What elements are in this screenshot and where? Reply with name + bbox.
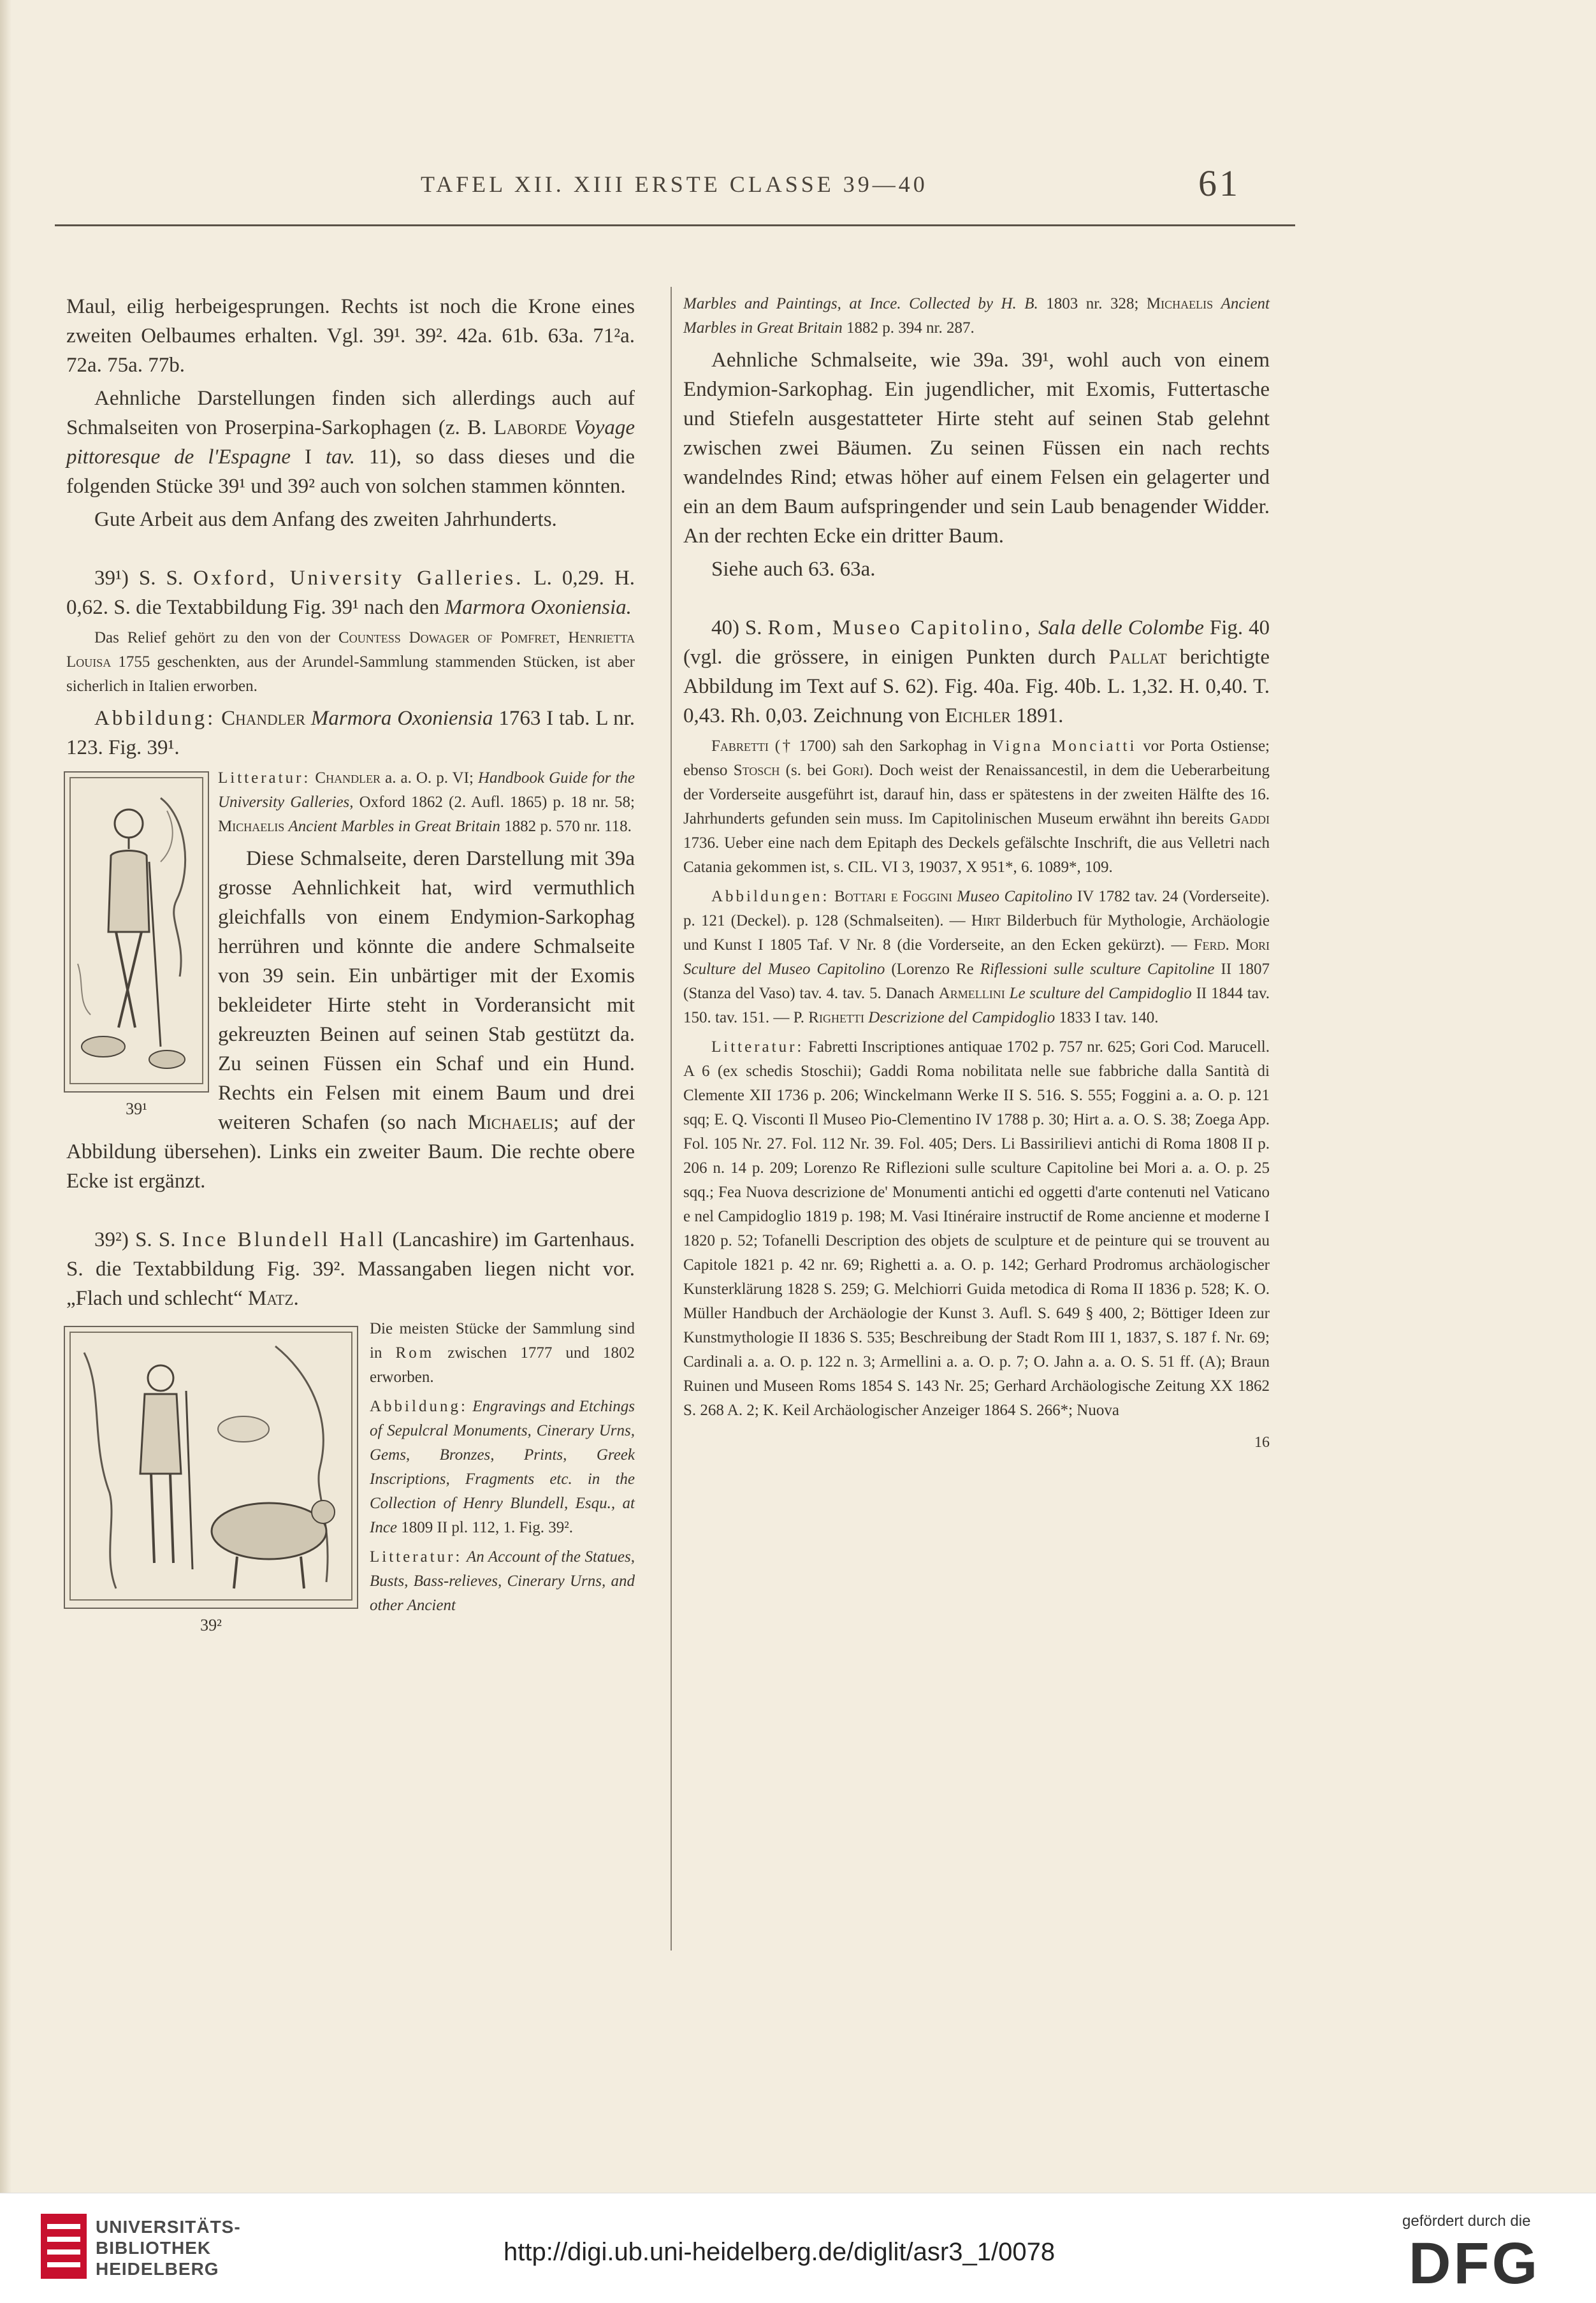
column-divider [671,287,672,1951]
paragraph: Aehnliche Schmalseite, wie 39a. 39¹, wohl auch von einem Endymion-Sarkophag. Ein jugendlicher, mit Exomis, Futtertasche und Stiefeln ausgestatteter Hirte steht auf seinen Stab gelehnt zwischen zwei Bäumen. Zu seinen Füssen ein nach rechts wandelndes Rind; etwas höher auf einem Felsen ein gelagerter und ein an dem Baum aufspringender und sein Laub benagender Widder. An der rechten Ecke ein dritter Baum. [683,349,1270,548]
running-head: TAFEL XII. XIII ERSTE CLASSE 39—40 [421,171,928,197]
provenance-note: Das Relief gehört zu den von der Countess Dowager of Pomfret, Henrietta Louisa 1755 geschenkten, aus der Arundel-Sammlung stammenden Stücken, ist aber sicherlich in Italien erworben. [66,629,635,695]
illustration-references: Abbildungen: Bottari e Foggini Museo Capitolino IV 1782 tav. 24 (Vorderseite). p. 121 (Deckel). p. 128 (Schmalseiten). — Hirt Bilderbuch für Mythologie, Archäologie und Kunst I 1805 Taf. V Nr. 8 (die Vorderseite, an den Ecken gekürzt). — Ferd. Mori Sculture del Museo Capitolino (Lorenzo Re Riflessioni sulle sculture Capitoline II 1807 (Stanza del Vaso) tav. 4. tav. 5. Danach Armellini Le sculture del Campidoglio II 1844 tav. 150. tav. 151. — P. Righetti Descrizione del Campidoglio 1833 I tav. 140. [683,888,1270,1026]
library-name: UNIVERSITÄTS- BIBLIOTHEK HEIDELBERG [96,2217,241,2279]
signature-mark: 16 [1254,1434,1270,1451]
paragraph: Gute Arbeit aus dem Anfang des zweiten Jahrhunderts. [94,508,557,531]
right-column [683,292,1270,1457]
entry-heading-39-2: 39²) S. S. Ince Blundell Hall (Lancashire) im Gartenhaus. S. die Textabbildung Fig. 39². Massangaben liegen nicht vor. „Flach und schlecht“ Matz. [66,1228,635,1310]
provenance-note: Fabretti († 1700) sah den Sarkophag in Vigna Monciatti vor Porta Ostiense; ebenso Stosch (s. bei Gori). Doch weist der Renaissancestil, in dem die Ueberarbeitung der Vorderseite ausgeführt ist, darauf hin, dass er spätestens in der zweiten Hälfte des 16. Jahrhunderts gefunden sein muss. Im Capitolinischen Museum erwähnt ihn bereits Gaddi 1736. Ueber eine nach dem Epitaph des Deckels gefälschte Inschrift, die aus Velletri nach Catania gekommen ist, s. CIL. VI 3, 19037, X 951*, 6. 1089*, 109. [683,737,1270,876]
digitization-footer [0,2193,1596,2303]
dfg-logo: DFG [1409,2231,1541,2296]
literature: Litteratur: Fabretti Inscriptiones antiquae 1702 p. 757 nr. 625; Gori Cod. Marucell. A 6 (ex schedis Stoschii); Gaddi Roma nobilitata nelle sue fabbriche dalla Santità di Clemente XII 1736 p. 206; Winckelmann Werke II S. 516. S. 555; Foggini a. a. O. p. 121 sqq; E. Q. Visconti Il Museo Pio-Clementino IV 1788 p. 30; Hirt a. a. O. S. 38; Zoega App. Fol. 105 Nr. 27. Fol. 112 Nr. 39. Fol. 405; Ders. Li Bassirilievi antichi di Roma 1808 II p. 206 n. 14 p. 209; Lorenzo Re Riflezioni sulle sculture Capitoline bei Mori a. a. O. p. 25 sqq.; Fea Nuova descrizione de' Monumenti antichi ed oggetti d'arte contenuti nel Vaticano e nel Campidoglio 1819 p. 198; M. Vasi Itinéraire instructif de Rome ancienne et moderne I 1820 p. 52; Tofanelli Description des objets de sculpture et de peinture qui se trouvent au Capitole 1821 p. 42 nr. 69; Righetti a. a. O. p. 142; Gerhard Prodromus archäologischer Kunsterklärung 1828 S. 259; G. Melchiorri Guida metodica di Roma II 1836 p. 528; K. O. Müller Handbuch der Archäologie der Kunst 3. Aufl. S. 649 § 400, 2; Böttiger Ideen zur Kunstmythologie II 1836 S. 535; Beschreibung der Stadt Rom III 1, 1837, S. 187 f. Nr. 69; Cardinali a. a. O. p. 122 n. 3; Armellini a. a. O. p. 7; O. Jahn a. a. O. S. 51 ff. (A); Braun Ruinen und Museen Roms 1854 S. 143 Nr. 25; Gerhard Archäologische Zeitung XX 1862 S. 268 A. 2; K. Keil Archäologischer Anzeiger 1864 S. 266*; Nuova [683,1038,1270,1419]
literature-continued: Marbles and Paintings, at Ince. Collected by H. B. 1803 nr. 328; Michaelis Ancient Marbles in Great Britain 1882 p. 394 nr. 287. [683,295,1270,337]
paragraph: Siehe auch 63. 63a. [711,558,876,581]
funding-label: gefördert durch die [1402,2212,1531,2230]
relief-bull-icon [65,1327,357,1605]
permalink-url[interactable]: http://digi.ub.uni-heidelberg.de/diglit/asr3_1/0078 [504,2238,1056,2266]
provenance-note: Die meisten Stücke der Sammlung sind in Rom zwischen 1777 und 1802 erworben. [370,1320,635,1386]
figure-39-2 [64,1326,358,1638]
figure-caption: 39² [200,1616,222,1634]
illustration-reference: Abbildung: Chandler Marmora Oxoniensia 1763 I tab. L nr. 123. Fig. 39¹. [66,707,635,759]
relief-shepherd-icon [65,773,208,1089]
heidelberg-library-logo-icon [38,2211,89,2281]
literature: Litteratur: An Account of the Statues, Busts, Bass-relieves, Cinerary Urns, and other Ancient [370,1548,635,1614]
figure-caption: 39¹ [126,1100,147,1118]
relief-shepherd-illustration [64,771,209,1093]
relief-shepherd-bull-illustration [64,1326,358,1609]
figure-39-1 [64,771,209,1122]
entry-heading-40: 40) S. Rom, Museo Capitolino, Sala delle Colombe Fig. 40 (vgl. die grössere, in einigen Punkten durch Pallat berichtigte Abbildung im Text auf S. 62). Fig. 40a. Fig. 40b. L. 1,32. H. 0,40. T. 0,43. Rh. 0,03. Zeichnung von Eichler 1891. [683,616,1270,727]
literature: Litteratur: Chandler a. a. O. p. VI; Handbook Guide for the University Galleries, Oxford 1862 (2. Aufl. 1865) p. 18 nr. 58; Michaelis Ancient Marbles in Great Britain 1882 p. 570 nr. 118. [218,769,635,835]
header-rule [55,224,1295,226]
paragraph: Diese Schmalseite, deren Darstellung mit 39a grosse Aehnlichkeit hat, wird vermuthlich gleichfalls von einem Endymion-Sarkophag herrühren und könnte die andere Schmalseite von 39 sein. Ein unbärtiger mit der Exomis bekleideter Hirte steht in Vorderansicht mit gekreuzten Beinen auf seinen Stab gestützt da. Zu seinen Füssen ein Schaf und ein Hund. Rechts ein Felsen mit einem Baum und drei weiteren Schafen (so nach Michaelis; auf der Abbildung übersehen). Links ein zweiter Baum. Die rechte obere Ecke ist ergänzt. [66,847,635,1193]
left-column [66,292,635,1642]
entry-heading-39-1: 39¹) S. S. Oxford, University Galleries. L. 0,29. H. 0,62. S. die Textabbildung Fig. 39¹ nach den Marmora Oxoniensia. [66,567,635,619]
paragraph: Maul, eilig herbeigesprungen. Rechts ist noch die Krone eines zweiten Oelbaumes erhalten. Vgl. 39¹. 39². 42a. 61b. 63a. 71²a. 72a. 75a. 77b. [66,295,635,377]
paragraph: Aehnliche Darstellungen finden sich allerdings auch auf Schmalseiten von Proserpina-Sarkophagen (z. B. Laborde Voyage pittoresque de l'Espagne I tav. 11), so dass dieses und die folgenden Stücke 39¹ und 39² auch von solchen stammen könnten. [66,387,635,498]
page-number: 61 [1198,163,1240,204]
illustration-reference: Abbildung: Engravings and Etchings of Sepulcral Monuments, Cinerary Urns, Gems, Bronzes, Prints, Greek Inscriptions, Fragments etc. in the Collection of Henry Blundell, Esqu., at Ince 1809 II pl. 112, 1. Fig. 39². [370,1398,635,1536]
page-spine-shadow [0,0,11,2193]
